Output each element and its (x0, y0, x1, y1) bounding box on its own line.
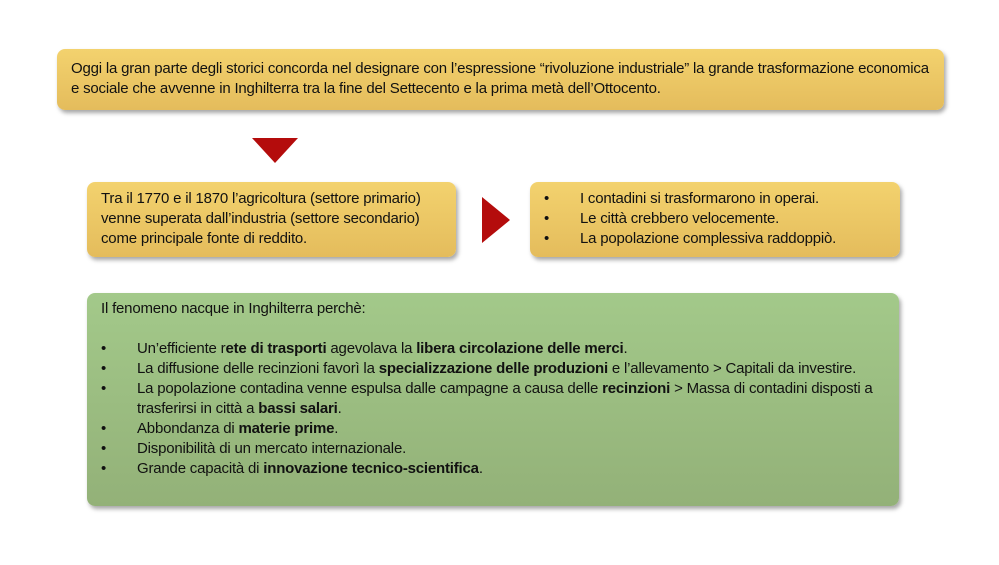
text: La popolazione contadina venne espulsa dalle campagne a causa delle (137, 380, 603, 397)
arrow-down-icon (252, 138, 298, 163)
text: . (623, 340, 628, 357)
arrow-right-icon (482, 197, 510, 243)
text: La diffusione delle recinzioni favorì la (137, 360, 379, 377)
list-item (101, 359, 885, 379)
item-text: Le città crebbero velocemente. (580, 210, 780, 227)
intro-text: Oggi la gran parte degli storici concorda nel designare con l’espressione “rivoluzione industriale” la grande trasformazione economica e sociale che avvenne in Inghilterra tra la fine del Settecento e la prima metà dell’Ottocento. (71, 60, 929, 97)
list-item (544, 209, 886, 229)
text: e l’allevamento > Capitali da investire. (607, 360, 857, 377)
text: Grande capacità di (137, 460, 264, 477)
text: . (334, 420, 339, 437)
bold-text: recinzioni (602, 380, 671, 397)
bold-text: specializzazione delle produzioni (378, 360, 608, 377)
bold-text: ete di trasporti (225, 340, 327, 357)
bold-text: materie prime (238, 420, 335, 437)
text: Disponibilità di un mercato internazionale. (137, 440, 407, 457)
text: . (337, 400, 342, 417)
list-item (101, 459, 885, 479)
intro-box (57, 49, 944, 110)
list-item (544, 229, 886, 249)
bullet-icon: • (544, 230, 550, 247)
text: . (478, 460, 483, 477)
bullet-icon: • (544, 190, 550, 207)
bullet-icon: • (544, 210, 550, 227)
bold-text: innovazione tecnico-scientifica (263, 460, 479, 477)
bold-text: libera circolazione delle merci (416, 340, 624, 357)
consequences-box (530, 182, 900, 257)
text: Un’efficiente r (137, 340, 226, 357)
bullet-icon: • (101, 460, 107, 477)
item-text: I contadini si trasformarono in operai. (580, 190, 819, 207)
list-item (101, 439, 885, 459)
causes-list (101, 339, 885, 479)
bullet-icon: • (101, 340, 107, 357)
sector-box (87, 182, 456, 257)
text: Abbondanza di (137, 420, 239, 437)
bullet-icon: • (101, 440, 107, 457)
causes-intro: Il fenomeno nacque in Inghilterra perchè: (101, 300, 366, 317)
bullet-icon: • (101, 360, 107, 377)
item-text: La popolazione complessiva raddoppiò. (580, 230, 837, 247)
list-item (544, 189, 886, 209)
sector-text: Tra il 1770 e il 1870 l’agricoltura (settore primario) venne superata dall’industria (settore secondario) come principale fonte di reddito. (101, 190, 421, 247)
bullet-icon: • (101, 380, 107, 397)
causes-box (87, 293, 899, 506)
text: agevolava la (326, 340, 417, 357)
text: > Massa di contadini disposti a trasferirsi in città a (137, 380, 873, 417)
list-item (101, 339, 885, 359)
list-item (101, 379, 885, 419)
bold-text: bassi salari (258, 400, 338, 417)
list-item (101, 419, 885, 439)
bullet-icon: • (101, 420, 107, 437)
consequences-list (544, 189, 886, 249)
